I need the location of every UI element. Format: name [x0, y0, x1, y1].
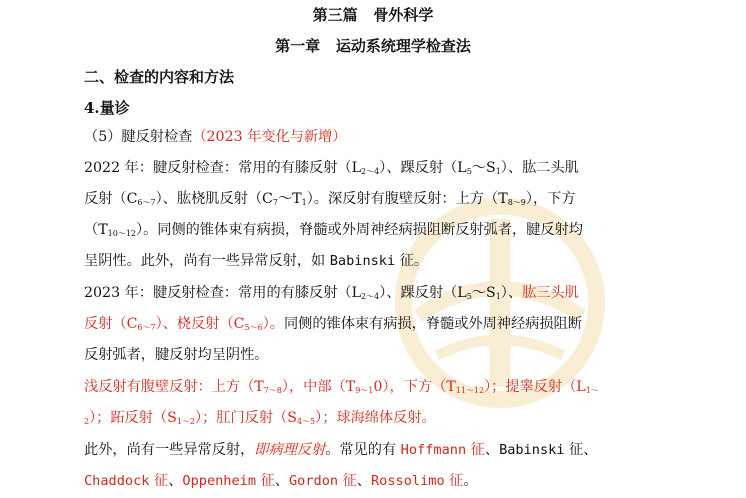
- subscript: 1～: [585, 386, 599, 395]
- y2022-line-1: [84, 158, 644, 182]
- text: ）。同侧的锥体束有病损，脊髓或外周神经病损阻断反射弧者，腱反射均: [136, 222, 583, 238]
- subscript: 1: [301, 198, 307, 207]
- subscript: 4～5: [296, 417, 316, 426]
- text: ），下方: [525, 191, 576, 207]
- text: 征。: [395, 253, 429, 269]
- text: ）、桡反射（C: [155, 316, 245, 332]
- text: 反射（C: [84, 191, 138, 207]
- y2023-line-7: [84, 471, 644, 491]
- text: 反射弧者，腱反射均呈阴性。: [84, 347, 269, 363]
- text: 反射（C: [84, 316, 138, 332]
- text: 0），下方（T: [373, 379, 456, 395]
- subscript: 10～12: [107, 229, 137, 238]
- text: ）、踝反射（L: [379, 285, 467, 301]
- text: ）、肱桡肌反射（C: [155, 191, 273, 207]
- text: ）；跖反射（S: [89, 410, 177, 426]
- subscript: 6～7: [137, 198, 156, 207]
- text: 征: [338, 473, 357, 489]
- chapter-title: 第一章 运动系统理学检查法: [275, 37, 471, 55]
- y2023-line-1: [84, 283, 644, 307]
- y2023-line-3: [84, 345, 644, 365]
- text: 、: [484, 442, 500, 458]
- text: ）；肛门反射（S: [195, 410, 297, 426]
- subscript: 7: [272, 198, 278, 207]
- y2023-line-4: [84, 377, 644, 401]
- text: 此外，尚有一些异常反射，: [84, 442, 255, 458]
- text: 浅反射有腹壁反射：上方（T: [84, 379, 264, 395]
- text: ）、肱二头肌: [500, 160, 579, 176]
- text: ）、踝反射（L: [379, 160, 467, 176]
- text: 征: [149, 473, 169, 489]
- subscript: 2: [84, 417, 90, 426]
- text: 2022 年：腱反射检查：常用的有膝反射（L: [84, 160, 362, 176]
- y2022-line-4: [84, 251, 644, 271]
- text: （T: [84, 222, 108, 238]
- subscript: 1: [495, 292, 501, 301]
- part-title: 第三篇 骨外科学: [312, 6, 434, 24]
- text: 。: [463, 473, 478, 489]
- text: ）；球海绵体反射。: [315, 410, 436, 426]
- text: ）、: [500, 285, 523, 301]
- text: Chaddock: [84, 473, 150, 489]
- subscript: 5: [466, 167, 472, 176]
- subscript: 2～4: [361, 292, 380, 301]
- subsection-heading: 4.量诊: [84, 99, 130, 117]
- subscript: 1: [495, 167, 501, 176]
- y2023-line-5: [84, 408, 644, 432]
- text: Oppenheim: [182, 473, 257, 489]
- text: ～S: [471, 285, 496, 301]
- subscript: 9～1: [355, 386, 374, 395]
- subscript: 11～12: [455, 386, 485, 395]
- subscript: 2～4: [361, 167, 380, 176]
- text: ）。: [262, 316, 284, 332]
- text: 征: [444, 473, 464, 489]
- y2022-line-3: [84, 220, 644, 244]
- y2022-line-2: [84, 189, 644, 213]
- text: 征: [466, 442, 485, 458]
- text: 征、: [564, 442, 598, 458]
- text: ），中部（T: [281, 379, 356, 395]
- text: 即病理反射: [254, 442, 326, 458]
- section-heading: 二、检查的内容和方法: [84, 68, 235, 86]
- text: 肱三头肌: [522, 285, 579, 301]
- text: 、: [168, 473, 183, 489]
- text: 、: [274, 473, 289, 489]
- text: Hoffmann: [400, 442, 467, 458]
- subscript: 5: [466, 292, 472, 301]
- subscript: 6～7: [137, 323, 156, 332]
- subscript: 7～8: [263, 386, 282, 395]
- text: 。常见的有: [325, 442, 401, 458]
- text: 、: [356, 473, 371, 489]
- text: 同侧的锥体束有病损，脊髓或外周神经病损阻断: [283, 316, 582, 332]
- y2023-line-6: [84, 440, 644, 460]
- subscript: 1～2: [176, 417, 196, 426]
- text: 呈阴性。此外，尚有一些异常反射，如: [84, 253, 330, 269]
- item5-prefix: （5）腱反射检查: [84, 129, 193, 145]
- text: Gordon: [288, 473, 339, 489]
- item5-note: （2023 年变化与新增）: [192, 129, 347, 145]
- text: Babinski: [329, 253, 396, 269]
- text: ～S: [471, 160, 496, 176]
- subscript: 8～9: [507, 198, 526, 207]
- subscript: 5～6: [244, 323, 263, 332]
- text: 2023 年：腱反射检查：常用的有膝反射（L: [84, 285, 362, 301]
- text: ～T: [277, 191, 302, 207]
- text: Rossolimo: [370, 473, 445, 489]
- text: ）；提睾反射（L: [484, 379, 586, 395]
- y2023-line-2: [84, 314, 644, 338]
- text: Babinski: [499, 442, 565, 458]
- text: 征: [256, 473, 275, 489]
- text: ）。深反射有腹壁反射：上方（T: [306, 191, 508, 207]
- item5-line: [84, 127, 644, 147]
